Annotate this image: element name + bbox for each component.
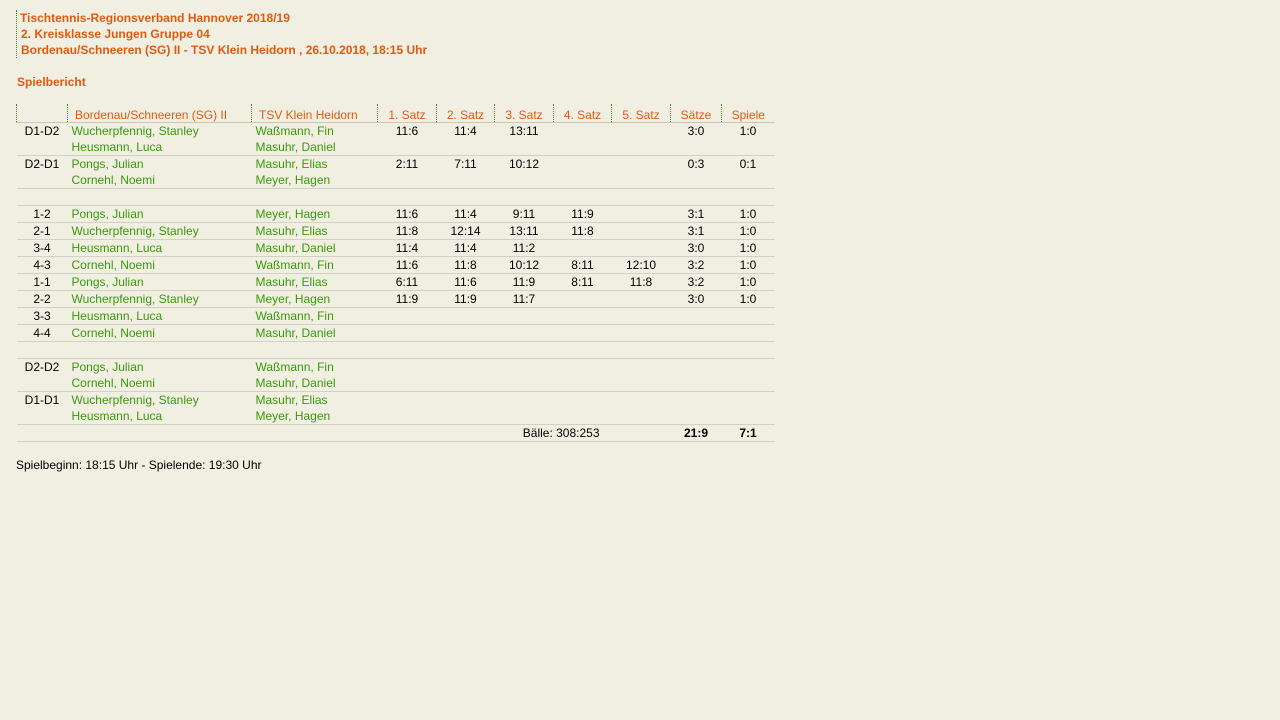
- away-player[interactable]: Waßmann, Fin: [252, 257, 378, 274]
- set1-score: 11:6: [395, 124, 419, 138]
- spiele-score: 1:0: [722, 240, 775, 257]
- saetze-score: [671, 308, 722, 325]
- spacer-row: [17, 342, 775, 359]
- set4-score: 11:9: [554, 206, 612, 223]
- home-player[interactable]: Cornehl, Noemi: [68, 325, 252, 342]
- match-report-table: [16, 104, 775, 442]
- position-cell: 2-1: [17, 223, 68, 240]
- away-player[interactable]: Masuhr, Elias: [255, 393, 328, 407]
- saetze-score: [671, 392, 722, 409]
- away-player[interactable]: Masuhr, Daniel: [252, 139, 378, 156]
- table-row: [17, 123, 775, 140]
- table-row: [17, 257, 775, 274]
- set5-score: [612, 123, 671, 140]
- set3-score: 9:11: [495, 206, 554, 223]
- set3-score: 10:12: [495, 257, 554, 274]
- spiele-total: 7:1: [722, 425, 775, 442]
- set4-score: [554, 359, 612, 376]
- set3-score: 13:11: [509, 124, 539, 138]
- set4-score: 11:8: [554, 223, 612, 240]
- saetze-score: 3:0: [671, 291, 722, 308]
- col-header-set2: 2. Satz: [437, 104, 495, 123]
- set2-score: [437, 308, 495, 325]
- match-title: Bordenau/Schneeren (SG) II - TSV Klein Heidorn , 26.10.2018, 18:15 Uhr: [21, 43, 428, 57]
- set4-score: [554, 308, 612, 325]
- set4-score: [554, 291, 612, 308]
- home-player[interactable]: Wucherpfennig, Stanley: [68, 291, 252, 308]
- away-player[interactable]: Meyer, Hagen: [252, 172, 378, 189]
- away-player[interactable]: Masuhr, Daniel: [252, 240, 378, 257]
- col-header-set5: 5. Satz: [612, 104, 671, 123]
- table-row: [17, 139, 775, 156]
- set5-score: [612, 325, 671, 342]
- home-player[interactable]: Heusmann, Luca: [68, 139, 252, 156]
- set2-score: [437, 359, 495, 376]
- col-header-away: TSV Klein Heidorn: [252, 104, 378, 123]
- set4-score: [554, 392, 612, 409]
- col-header-set4: 4. Satz: [554, 104, 612, 123]
- set2-score: [437, 392, 495, 409]
- table-row: [17, 206, 775, 223]
- table-row: [17, 274, 775, 291]
- set3-score: [495, 325, 554, 342]
- set3-score: 10:12: [508, 157, 540, 171]
- spiele-score: 1:0: [722, 206, 775, 223]
- spiele-score: 1:0: [722, 223, 775, 240]
- report-header: [16, 10, 427, 58]
- saetze-score: 0:3: [687, 157, 705, 171]
- saetze-score: 3:0: [687, 124, 705, 138]
- set4-score: 8:11: [554, 257, 612, 274]
- saetze-score: 3:0: [671, 240, 722, 257]
- home-player[interactable]: Cornehl, Noemi: [68, 172, 252, 189]
- set1-score: 11:9: [378, 291, 437, 308]
- position-cell: 2-2: [17, 291, 68, 308]
- col-header-set3: 3. Satz: [495, 104, 554, 123]
- position-cell: D1-D1: [24, 393, 60, 407]
- set2-score: 11:9: [437, 291, 495, 308]
- set2-score: 11:4: [437, 240, 495, 257]
- set1-score: 11:6: [378, 257, 437, 274]
- position-cell: 4-4: [17, 325, 68, 342]
- set1-score: [378, 308, 437, 325]
- set5-score: [612, 156, 671, 173]
- set5-score: [612, 392, 671, 409]
- col-header-home: Bordenau/Schneeren (SG) II: [68, 104, 252, 123]
- set5-score: [612, 308, 671, 325]
- position-cell: 1-1: [17, 274, 68, 291]
- spiele-score: 1:0: [722, 257, 775, 274]
- spiele-score: 1:0: [739, 124, 757, 138]
- table-row: [17, 308, 775, 325]
- spiele-score: 1:0: [722, 291, 775, 308]
- saetze-score: 3:1: [671, 223, 722, 240]
- set4-score: [554, 156, 612, 173]
- col-header-saetze: Sätze: [671, 104, 722, 123]
- set3-score: [495, 359, 554, 376]
- set1-score: 6:11: [378, 274, 437, 291]
- saetze-total: 21:9: [671, 425, 722, 442]
- set2-score: 11:4: [437, 206, 495, 223]
- home-player[interactable]: Wucherpfennig, Stanley: [71, 124, 199, 138]
- association-title: Tischtennis-Regionsverband Hannover 2018/19: [20, 11, 290, 25]
- home-player[interactable]: Heusmann, Luca: [68, 308, 252, 325]
- home-player[interactable]: Wucherpfennig, Stanley: [71, 393, 199, 407]
- set2-score: 11:4: [454, 124, 477, 138]
- position-cell: 4-3: [17, 257, 68, 274]
- saetze-score: 3:2: [671, 274, 722, 291]
- set1-score: 11:6: [378, 206, 437, 223]
- table-row: [17, 392, 775, 409]
- home-player[interactable]: Cornehl, Noemi: [68, 257, 252, 274]
- away-player[interactable]: Meyer, Hagen: [252, 408, 378, 425]
- set4-score: [554, 240, 612, 257]
- table-row: [17, 223, 775, 240]
- col-header-position: [17, 104, 68, 123]
- set5-score: [612, 223, 671, 240]
- set5-score: [612, 359, 671, 376]
- position-cell: D1-D2: [24, 124, 60, 138]
- home-player[interactable]: Wucherpfennig, Stanley: [68, 223, 252, 240]
- set1-score: [378, 359, 437, 376]
- set1-score: 2:11: [395, 157, 419, 171]
- set1-score: [378, 325, 437, 342]
- table-row: [17, 291, 775, 308]
- set3-score: 13:11: [495, 223, 554, 240]
- set5-score: [612, 240, 671, 257]
- position-cell: 3-3: [17, 308, 68, 325]
- home-player[interactable]: Heusmann, Luca: [68, 408, 252, 425]
- set1-score: 11:8: [378, 223, 437, 240]
- away-player[interactable]: Meyer, Hagen: [252, 291, 378, 308]
- col-header-spiele: Spiele: [722, 104, 775, 123]
- position-cell: D2-D2: [24, 360, 60, 374]
- spiele-score: 1:0: [722, 274, 775, 291]
- set5-score: [612, 291, 671, 308]
- away-player[interactable]: Masuhr, Elias: [255, 157, 328, 171]
- home-player[interactable]: Pongs, Julian: [68, 206, 252, 223]
- set4-score: [554, 325, 612, 342]
- away-player[interactable]: Waßmann, Fin: [255, 360, 334, 374]
- set2-score: 12:14: [437, 223, 495, 240]
- league-title: 2. Kreisklasse Jungen Gruppe 04: [21, 27, 210, 41]
- home-player[interactable]: Pongs, Julian: [71, 157, 144, 171]
- set5-score: [612, 206, 671, 223]
- set2-score: [437, 325, 495, 342]
- set3-score: 11:7: [495, 291, 554, 308]
- table-row: [17, 156, 775, 173]
- spiele-score: [722, 392, 775, 409]
- table-row: [17, 172, 775, 189]
- spacer-row: [17, 189, 775, 206]
- away-player[interactable]: Masuhr, Daniel: [252, 325, 378, 342]
- saetze-score: [671, 325, 722, 342]
- spiele-score: [722, 308, 775, 325]
- position-cell: 1-2: [17, 206, 68, 223]
- set3-score: 11:9: [495, 274, 554, 291]
- set1-score: 11:4: [378, 240, 437, 257]
- totals-row: [17, 425, 775, 442]
- table-row: [17, 325, 775, 342]
- saetze-score: 3:1: [671, 206, 722, 223]
- table-row: [17, 408, 775, 425]
- table-row: [17, 375, 775, 392]
- table-row: [17, 240, 775, 257]
- set3-score: [495, 308, 554, 325]
- section-title: Spielbericht: [17, 75, 86, 89]
- balls-total: Bälle: 308:253: [437, 425, 612, 442]
- home-player[interactable]: Pongs, Julian: [68, 274, 252, 291]
- set3-score: [495, 392, 554, 409]
- set5-score: 11:8: [612, 274, 671, 291]
- set4-score: 8:11: [554, 274, 612, 291]
- table-header-row: [17, 104, 775, 123]
- away-player[interactable]: Masuhr, Elias: [252, 274, 378, 291]
- match-times: Spielbeginn: 18:15 Uhr - Spielende: 19:30 Uhr: [16, 458, 262, 472]
- set2-score: 11:8: [437, 257, 495, 274]
- home-player[interactable]: Cornehl, Noemi: [68, 375, 252, 392]
- away-player[interactable]: Masuhr, Elias: [252, 223, 378, 240]
- saetze-score: 3:2: [671, 257, 722, 274]
- home-player[interactable]: Heusmann, Luca: [68, 240, 252, 257]
- set2-score: 11:6: [437, 274, 495, 291]
- spiele-score: 0:1: [739, 157, 757, 171]
- table-row: [17, 359, 775, 376]
- col-header-set1: 1. Satz: [378, 104, 437, 123]
- saetze-score: [671, 359, 722, 376]
- home-player[interactable]: Pongs, Julian: [71, 360, 144, 374]
- set3-score: 11:2: [495, 240, 554, 257]
- spiele-score: [722, 359, 775, 376]
- spiele-score: [722, 325, 775, 342]
- position-cell: D2-D1: [24, 157, 60, 171]
- set1-score: [378, 392, 437, 409]
- away-player[interactable]: Meyer, Hagen: [252, 206, 378, 223]
- set5-score: 12:10: [612, 257, 671, 274]
- away-player[interactable]: Masuhr, Daniel: [252, 375, 378, 392]
- set4-score: [554, 123, 612, 140]
- away-player[interactable]: Waßmann, Fin: [252, 308, 378, 325]
- position-cell: 3-4: [17, 240, 68, 257]
- away-player[interactable]: Waßmann, Fin: [255, 124, 334, 138]
- set2-score: 7:11: [454, 157, 477, 171]
